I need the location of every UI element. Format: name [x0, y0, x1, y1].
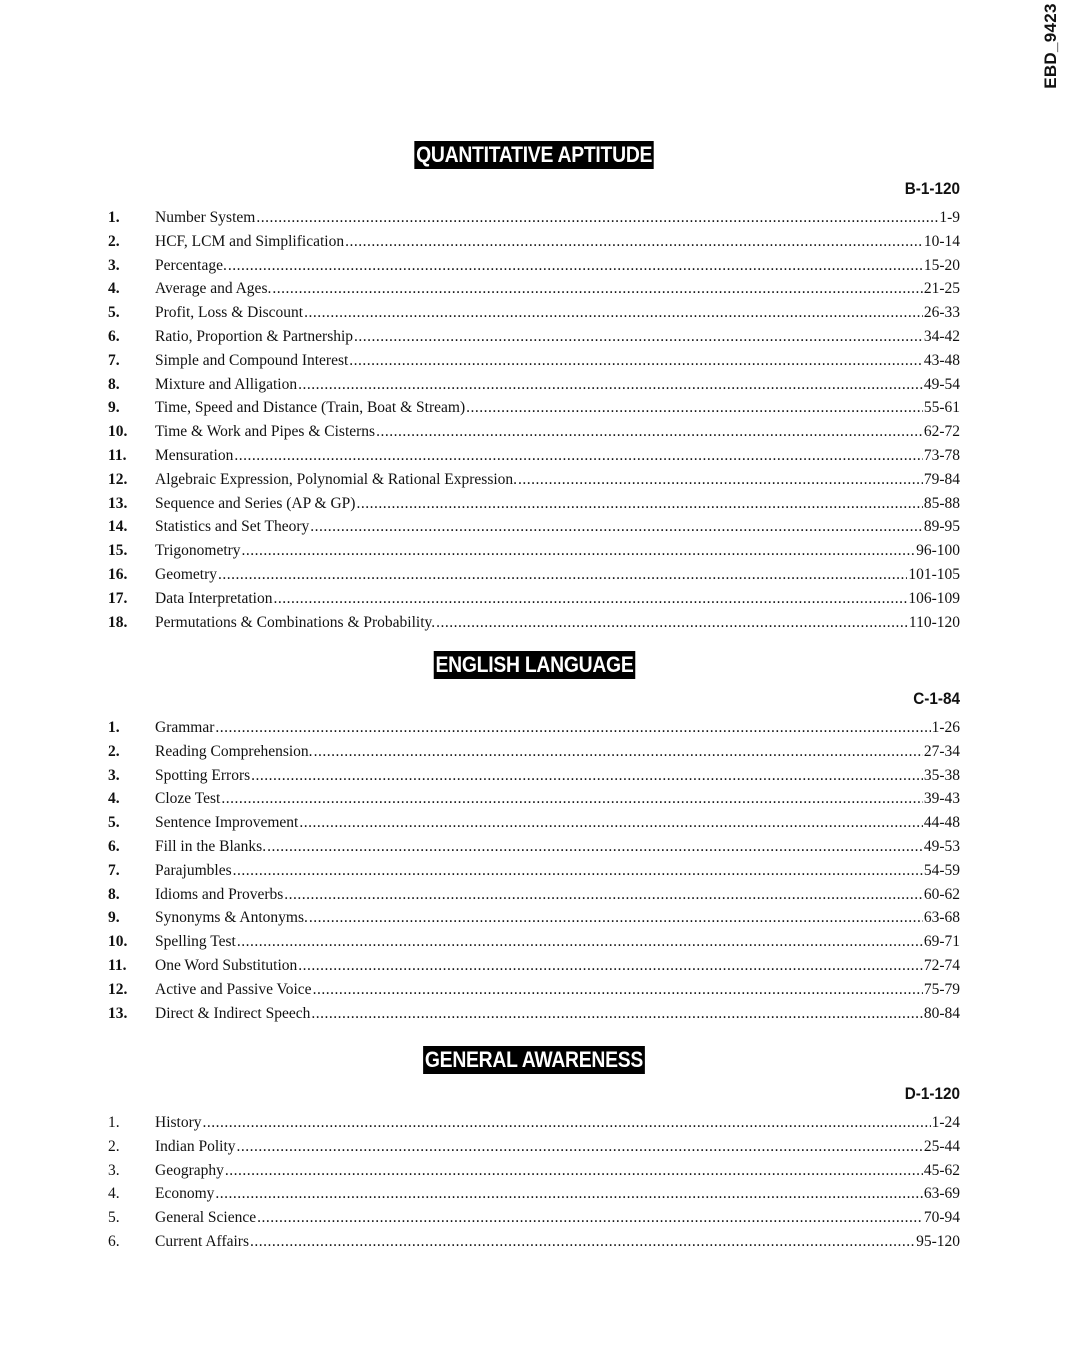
toc-entry-pages: 1-9	[939, 209, 960, 226]
dot-leader	[215, 1185, 922, 1203]
toc-entry	[108, 566, 960, 590]
toc-entry-title: Mensuration	[155, 446, 234, 464]
toc-entry	[108, 1162, 960, 1186]
toc-entry-number: 8.	[108, 375, 120, 393]
section-heading: GENERAL AWARENESS	[424, 1047, 644, 1072]
toc-entry-title: Indian Polity	[155, 1137, 236, 1155]
toc-entry	[108, 352, 960, 376]
toc-entry	[108, 933, 960, 957]
toc-entry-number: 5.	[108, 304, 120, 322]
toc-entry-pages: 101-105	[908, 565, 960, 583]
toc-entry-pages: 75-79	[923, 980, 960, 998]
toc-entry	[108, 790, 960, 814]
toc-entry-number: 3.	[108, 766, 120, 784]
dot-leader	[284, 886, 923, 904]
dot-leader	[250, 1233, 915, 1251]
dot-leader	[309, 909, 923, 927]
toc-entry	[108, 1185, 960, 1209]
toc-entry-number: 13.	[108, 1004, 128, 1022]
toc-entry-title: Idioms and Proverbs	[155, 885, 284, 903]
dot-leader	[304, 304, 923, 322]
toc-entry	[108, 447, 960, 471]
toc-entry-title: Fill in the Blanks.	[155, 837, 267, 855]
toc-entry-number: 1.	[108, 209, 120, 226]
toc-entry	[108, 909, 960, 933]
toc-entry	[108, 233, 960, 257]
toc-entry-number: 14.	[108, 518, 128, 536]
dot-leader	[376, 423, 923, 441]
toc-entry-number: 7.	[108, 861, 120, 879]
dot-leader	[466, 399, 923, 417]
toc-entry-pages: 43-48	[923, 351, 960, 369]
toc-entry	[108, 838, 960, 862]
dot-leader	[272, 280, 922, 298]
toc-entry-pages: 110-120	[908, 613, 960, 631]
toc-entry-title: Data Interpretation	[155, 589, 273, 607]
toc-entry-number: 2.	[108, 742, 120, 760]
toc-entry-pages: 62-72	[923, 423, 960, 441]
dot-leader	[273, 590, 907, 608]
section-heading: ENGLISH LANGUAGE	[435, 652, 633, 677]
section-page-range: C-1-84	[913, 689, 960, 708]
toc-entry-pages: 60-62	[923, 885, 960, 903]
toc-entry-pages: 49-54	[923, 375, 960, 393]
dot-leader	[314, 743, 923, 761]
toc-entry-pages: 45-62	[923, 1161, 960, 1179]
dot-leader	[228, 257, 923, 275]
toc-entry-number: 16.	[108, 565, 128, 583]
toc-entry-title: Spotting Errors	[155, 766, 251, 784]
dot-leader	[267, 838, 923, 856]
toc-entry-pages: 89-95	[923, 518, 960, 536]
toc-entry-title: HCF, LCM and Simplification	[155, 232, 345, 250]
toc-entry-number: 4.	[108, 1185, 120, 1203]
toc-entry-title: Algebraic Expression, Polynomial & Rational Expression.	[155, 470, 518, 488]
dot-leader	[298, 376, 923, 394]
toc-entry	[108, 743, 960, 767]
toc-entry-pages: 1-24	[931, 1114, 960, 1131]
toc-entry-number: 1.	[108, 719, 120, 736]
toc-entry	[108, 209, 960, 233]
toc-entry	[108, 423, 960, 447]
toc-list	[108, 719, 960, 1028]
dot-leader	[349, 352, 923, 370]
toc-entry-pages: 69-71	[923, 933, 960, 951]
toc-entry	[108, 1114, 960, 1138]
toc-entry-pages: 34-42	[923, 327, 960, 345]
toc-entry-number: 7.	[108, 351, 120, 369]
toc-entry-title: Parajumbles	[155, 861, 232, 879]
toc-entry-number: 10.	[108, 933, 128, 951]
toc-entry	[108, 495, 960, 519]
toc-entry-number: 9.	[108, 399, 120, 417]
dot-leader	[218, 566, 907, 584]
toc-entry-pages: 55-61	[923, 399, 960, 417]
toc-entry	[108, 1138, 960, 1162]
toc-entry-number: 17.	[108, 589, 128, 607]
toc-entry-number: 11.	[108, 956, 127, 974]
toc-entry-title: Geography	[155, 1161, 224, 1179]
toc-entry-pages: 85-88	[923, 494, 960, 512]
toc-entry-pages: 106-109	[908, 589, 960, 607]
toc-entry-pages: 15-20	[923, 256, 960, 274]
toc-entry-number: 1.	[108, 1114, 120, 1131]
toc-entry-number: 13.	[108, 494, 128, 512]
toc-entry	[108, 719, 960, 743]
toc-entry-title: Trigonometry	[155, 542, 241, 560]
toc-entry-pages: 79-84	[923, 470, 960, 488]
toc-entry-pages: 21-25	[923, 280, 960, 298]
toc-entry-pages: 10-14	[923, 232, 960, 250]
toc-entry	[108, 1233, 960, 1257]
toc-entry-number: 6.	[108, 837, 120, 855]
document-code-text: EBD_9423	[1041, 3, 1060, 89]
toc-entry-title: Time & Work and Pipes & Cisterns	[155, 423, 376, 441]
section-heading: QUANTITATIVE APTITUDE	[415, 142, 653, 167]
toc-entry-number: 5.	[108, 1209, 120, 1227]
toc-entry-number: 15.	[108, 542, 128, 560]
toc-entry-title: Current Affairs	[155, 1232, 249, 1250]
section-english-language	[108, 651, 960, 1028]
toc-entry-number: 3.	[108, 1161, 120, 1179]
toc-entry-number: 12.	[108, 980, 128, 998]
toc-entry-number: 5.	[108, 814, 120, 832]
dot-leader	[242, 542, 916, 560]
toc-entry-pages: 26-33	[923, 304, 960, 322]
dot-leader	[203, 1114, 931, 1132]
dot-leader	[215, 719, 930, 737]
toc-entry-title: Grammar	[155, 719, 215, 736]
dot-leader	[436, 614, 908, 632]
dot-leader	[313, 981, 923, 999]
toc-entry	[108, 376, 960, 400]
toc-entry-number: 6.	[108, 1232, 120, 1250]
toc-entry-title: General Science	[155, 1209, 257, 1227]
toc-entry-title: Average and Ages.	[155, 280, 272, 298]
toc-entry-number: 8.	[108, 885, 120, 903]
toc-entry	[108, 981, 960, 1005]
toc-entry	[108, 471, 960, 495]
document-code	[1037, 0, 1065, 92]
toc-entry-pages: 70-94	[923, 1209, 960, 1227]
toc-entry-number: 12.	[108, 470, 128, 488]
dot-leader	[298, 957, 923, 975]
toc-entry-title: Geometry	[155, 565, 217, 583]
section-general-awareness	[108, 1046, 960, 1257]
dot-leader	[233, 862, 923, 880]
toc-entry	[108, 814, 960, 838]
toc-entry-title: Spelling Test	[155, 933, 236, 951]
section-page-range: B-1-120	[904, 179, 960, 198]
toc-entry-title: Sentence Improvement	[155, 814, 299, 832]
toc-list	[108, 1114, 960, 1257]
toc-entry	[108, 862, 960, 886]
toc-list	[108, 209, 960, 637]
toc-entry-title: Reading Comprehension.	[155, 742, 313, 760]
toc-entry-number: 10.	[108, 423, 128, 441]
toc-entry	[108, 1005, 960, 1029]
toc-entry-title: Percentage.	[155, 256, 227, 274]
dot-leader	[237, 1138, 923, 1156]
dot-leader	[251, 767, 923, 785]
dot-leader	[234, 447, 922, 465]
toc-entry-pages: 54-59	[923, 861, 960, 879]
dot-leader	[225, 1162, 923, 1180]
toc-entry-pages: 49-53	[923, 837, 960, 855]
toc-entry-number: 4.	[108, 280, 120, 298]
toc-entry-title: Direct & Indirect Speech	[155, 1004, 311, 1022]
toc-entry-number: 3.	[108, 256, 120, 274]
dot-leader	[299, 814, 923, 832]
toc-entry-pages: 73-78	[923, 446, 960, 464]
toc-entry-pages: 1-26	[931, 719, 960, 736]
toc-entry	[108, 542, 960, 566]
toc-entry-pages: 44-48	[923, 814, 960, 832]
toc-entry-pages: 72-74	[923, 956, 960, 974]
dot-leader	[311, 1005, 922, 1023]
toc-entry-title: Permutations & Combinations & Probability.	[155, 613, 436, 631]
toc-entry-title: Economy	[155, 1185, 215, 1203]
toc-entry-number: 2.	[108, 232, 120, 250]
toc-entry-title: Number System	[155, 209, 256, 226]
toc-entry-pages: 95-120	[916, 1232, 960, 1250]
toc-entry-title: One Word Substitution	[155, 956, 298, 974]
dot-leader	[221, 790, 922, 808]
toc-entry	[108, 590, 960, 614]
toc-entry-title: Sequence and Series (AP & GP)	[155, 494, 356, 512]
toc-entry-title: Synonyms & Antonyms.	[155, 909, 308, 927]
section-quantitative-aptitude	[108, 141, 960, 637]
dot-leader	[345, 233, 923, 251]
toc-entry	[108, 518, 960, 542]
toc-entry-number: 9.	[108, 909, 120, 927]
toc-entry-title: Simple and Compound Interest	[155, 351, 349, 369]
toc-entry-number: 6.	[108, 327, 120, 345]
dot-leader	[356, 495, 922, 513]
dot-leader	[354, 328, 923, 346]
toc-entry	[108, 957, 960, 981]
toc-entry-title: Active and Passive Voice	[155, 980, 312, 998]
toc-entry	[108, 886, 960, 910]
toc-entry-title: Profit, Loss & Discount	[155, 304, 304, 322]
toc-entry-title: Cloze Test	[155, 790, 221, 808]
toc-entry	[108, 614, 960, 638]
toc-entry-title: Time, Speed and Distance (Train, Boat & Stream)	[155, 399, 466, 417]
toc-entry-pages: 35-38	[923, 766, 960, 784]
toc-entry	[108, 399, 960, 423]
toc-entry	[108, 767, 960, 791]
dot-leader	[237, 933, 923, 951]
toc-entry-pages: 25-44	[923, 1137, 960, 1155]
toc-entry-pages: 27-34	[923, 742, 960, 760]
toc-entry-pages: 80-84	[923, 1004, 960, 1022]
toc-entry-title: Ratio, Proportion & Partnership	[155, 327, 354, 345]
section-page-range: D-1-120	[904, 1084, 960, 1103]
toc-entry	[108, 280, 960, 304]
toc-entry	[108, 257, 960, 281]
toc-entry-title: History	[155, 1114, 202, 1131]
toc-entry-pages: 63-69	[923, 1185, 960, 1203]
toc-entry-number: 2.	[108, 1137, 120, 1155]
toc-entry	[108, 304, 960, 328]
toc-entry-number: 4.	[108, 790, 120, 808]
toc-entry-pages: 96-100	[916, 542, 960, 560]
dot-leader	[310, 518, 923, 536]
toc-entry-title: Mixture and Alligation	[155, 375, 298, 393]
toc-entry-title: Statistics and Set Theory	[155, 518, 310, 536]
dot-leader	[518, 471, 923, 489]
toc-entry	[108, 1209, 960, 1233]
dot-leader	[256, 209, 938, 227]
toc-entry-number: 18.	[108, 613, 128, 631]
toc-entry	[108, 328, 960, 352]
dot-leader	[257, 1209, 923, 1227]
toc-entry-number: 11.	[108, 446, 127, 464]
toc-entry-pages: 63-68	[923, 909, 960, 927]
toc-entry-pages: 39-43	[923, 790, 960, 808]
